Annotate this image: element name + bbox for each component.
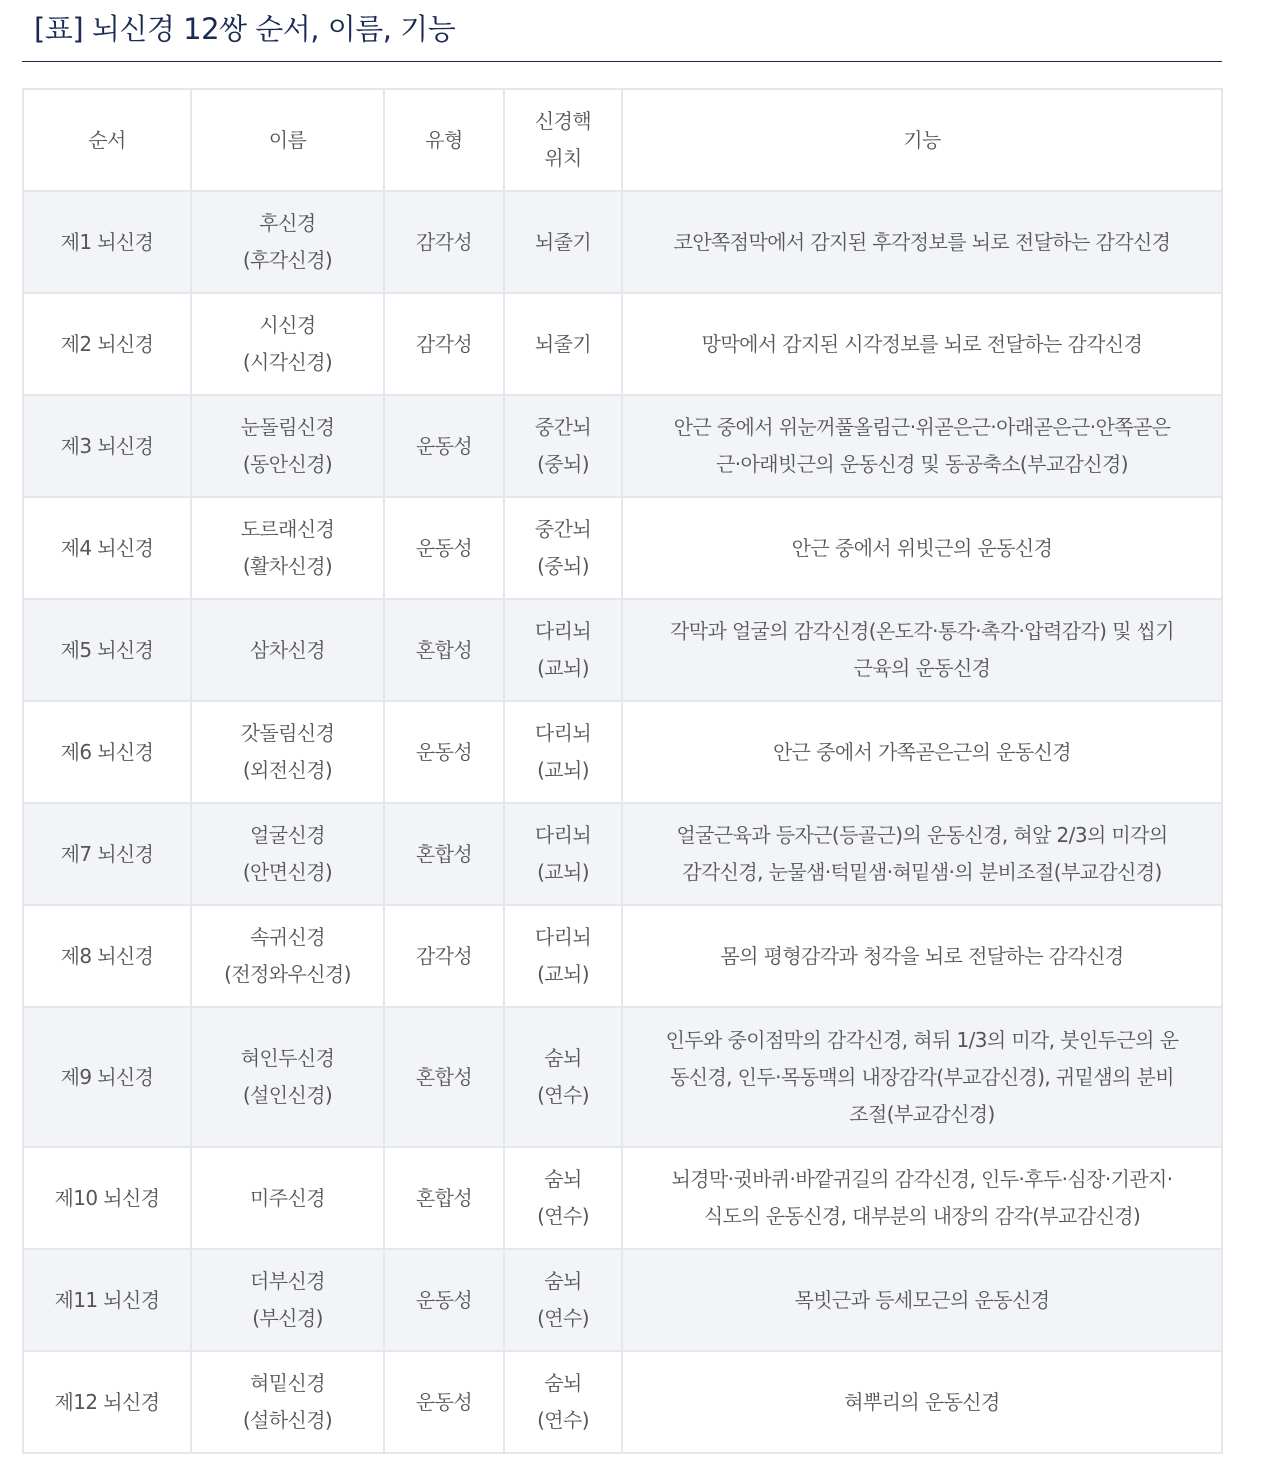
cell-nucleus bbox=[504, 905, 622, 1007]
cell-name-line: (부신경) bbox=[252, 1306, 323, 1330]
cell-nucleus-line: (교뇌) bbox=[537, 860, 589, 884]
cell-name bbox=[191, 497, 384, 599]
table-row bbox=[23, 191, 1222, 293]
cell-nucleus bbox=[504, 293, 622, 395]
cell-type: 혼합성 bbox=[384, 1007, 504, 1147]
cell-nucleus-line: 다리뇌 bbox=[534, 619, 592, 643]
table-row bbox=[23, 497, 1222, 599]
cell-nucleus bbox=[504, 1249, 622, 1351]
cell-name-line: 혀밑신경 bbox=[250, 1371, 325, 1395]
cell-function bbox=[622, 1147, 1222, 1249]
cell-name bbox=[191, 803, 384, 905]
cell-function-line: 근·아래빗근의 운동신경 및 동공축소(부교감신경) bbox=[716, 452, 1128, 476]
cell-order: 제9 뇌신경 bbox=[23, 1007, 191, 1147]
cell-nucleus bbox=[504, 701, 622, 803]
header-type: 유형 bbox=[384, 89, 504, 191]
cell-name-line: (활차신경) bbox=[242, 554, 333, 578]
cell-function bbox=[622, 395, 1222, 497]
cell-name-line: (동안신경) bbox=[242, 452, 333, 476]
cell-nucleus-line: 숨뇌 bbox=[544, 1167, 582, 1191]
cell-function-line: 인두와 중이점막의 감각신경, 혀뒤 1/3의 미각, 붓인두근의 운 bbox=[665, 1027, 1179, 1052]
cell-nucleus-line: (연수) bbox=[537, 1306, 589, 1330]
cell-function-line: 코안쪽점막에서 감지된 후각정보를 뇌로 전달하는 감각신경 bbox=[673, 229, 1171, 254]
cell-type: 운동성 bbox=[384, 1351, 504, 1453]
cell-function-line: 망막에서 감지된 시각정보를 뇌로 전달하는 감각신경 bbox=[701, 331, 1143, 356]
cell-function-line: 식도의 운동신경, 대부분의 내장의 감각(부교감신경) bbox=[703, 1204, 1141, 1228]
header-nucleus bbox=[504, 89, 622, 191]
cell-nucleus-line: 중간뇌 bbox=[534, 517, 592, 541]
cell-function-line: 뇌경막·귓바퀴·바깥귀길의 감각신경, 인두·후두·심장·기관지· bbox=[671, 1167, 1173, 1191]
cell-function bbox=[622, 803, 1222, 905]
cell-nucleus-line: (교뇌) bbox=[537, 962, 589, 986]
cell-nucleus-line: (교뇌) bbox=[537, 758, 589, 782]
cranial-nerves-table bbox=[22, 88, 1223, 1454]
cell-function-line: 조절(부교감신경) bbox=[849, 1101, 995, 1126]
cell-order: 제11 뇌신경 bbox=[23, 1249, 191, 1351]
table-caption: [표] 뇌신경 12쌍 순서, 이름, 기능 bbox=[34, 12, 456, 46]
cell-nucleus-line: 중간뇌 bbox=[534, 415, 592, 439]
cell-type: 운동성 bbox=[384, 395, 504, 497]
cell-name bbox=[191, 191, 384, 293]
cell-name-line: (전정와우신경) bbox=[224, 962, 351, 986]
cell-name-line: (안면신경) bbox=[242, 860, 333, 884]
cell-nucleus-line: 숨뇌 bbox=[544, 1046, 582, 1070]
cell-nucleus-line: (연수) bbox=[537, 1204, 589, 1228]
cell-order: 제1 뇌신경 bbox=[23, 191, 191, 293]
cell-nucleus-line: 다리뇌 bbox=[534, 823, 592, 847]
cell-function bbox=[622, 1007, 1222, 1147]
table-row bbox=[23, 1351, 1222, 1453]
cell-name-line: 얼굴신경 bbox=[250, 823, 325, 847]
cell-name bbox=[191, 293, 384, 395]
cell-name bbox=[191, 701, 384, 803]
table-row bbox=[23, 1147, 1222, 1249]
cell-nucleus bbox=[504, 1147, 622, 1249]
cell-function-line: 목빗근과 등세모근의 운동신경 bbox=[794, 1287, 1050, 1312]
cell-name-line: 도르래신경 bbox=[240, 517, 335, 541]
cell-order: 제12 뇌신경 bbox=[23, 1351, 191, 1453]
cell-name-line: 삼차신경 bbox=[250, 637, 325, 662]
cell-name-line: (설인신경) bbox=[242, 1083, 333, 1107]
cell-function-line: 감각신경, 눈물샘·턱밑샘·혀밑샘·의 분비조절(부교감신경) bbox=[682, 860, 1162, 884]
cell-name-line: 갓돌림신경 bbox=[240, 721, 335, 745]
cell-nucleus-line: (연수) bbox=[537, 1083, 589, 1107]
cell-function-line: 몸의 평형감각과 청각을 뇌로 전달하는 감각신경 bbox=[720, 943, 1124, 968]
cell-function-line: 동신경, 인두·목동맥의 내장감각(부교감신경), 귀밑샘의 분비 bbox=[670, 1064, 1174, 1089]
cell-order: 제8 뇌신경 bbox=[23, 905, 191, 1007]
cell-function bbox=[622, 701, 1222, 803]
cell-nucleus-line: 뇌줄기 bbox=[534, 331, 592, 356]
table-row bbox=[23, 1007, 1222, 1147]
cell-order: 제7 뇌신경 bbox=[23, 803, 191, 905]
cell-name-line: 더부신경 bbox=[250, 1269, 325, 1293]
cell-name bbox=[191, 599, 384, 701]
cell-name bbox=[191, 905, 384, 1007]
header-row bbox=[23, 89, 1222, 191]
cell-nucleus-line: 뇌줄기 bbox=[534, 229, 592, 254]
cell-name-line: 혀인두신경 bbox=[240, 1046, 335, 1070]
cell-order: 제3 뇌신경 bbox=[23, 395, 191, 497]
cell-type: 혼합성 bbox=[384, 803, 504, 905]
table-caption-bar bbox=[22, 0, 1222, 62]
cell-function-line: 안근 중에서 가쪽곧은근의 운동신경 bbox=[772, 739, 1072, 764]
cell-type: 감각성 bbox=[384, 293, 504, 395]
cell-nucleus-line: 숨뇌 bbox=[544, 1371, 582, 1395]
cell-function-line: 안근 중에서 위빗근의 운동신경 bbox=[791, 535, 1053, 560]
cell-function bbox=[622, 191, 1222, 293]
cell-name-line: 미주신경 bbox=[250, 1185, 325, 1210]
cell-nucleus bbox=[504, 599, 622, 701]
header-order: 순서 bbox=[23, 89, 191, 191]
cell-function bbox=[622, 497, 1222, 599]
cell-order: 제6 뇌신경 bbox=[23, 701, 191, 803]
header-nucleus-line: 위치 bbox=[544, 146, 582, 170]
cell-type: 운동성 bbox=[384, 701, 504, 803]
table-row bbox=[23, 395, 1222, 497]
cell-nucleus-line: 다리뇌 bbox=[534, 721, 592, 745]
cell-order: 제4 뇌신경 bbox=[23, 497, 191, 599]
cell-function-line: 안근 중에서 위눈꺼풀올림근·위곧은근·아래곧은근·안쪽곧은 bbox=[673, 415, 1171, 439]
cell-name-line: 속귀신경 bbox=[250, 925, 325, 949]
cell-nucleus-line: (연수) bbox=[537, 1408, 589, 1432]
cell-name-line: 후신경 bbox=[259, 211, 316, 235]
header-nucleus-line: 신경핵 bbox=[534, 109, 592, 133]
cell-nucleus bbox=[504, 803, 622, 905]
cell-order: 제10 뇌신경 bbox=[23, 1147, 191, 1249]
cell-name bbox=[191, 1147, 384, 1249]
cell-function-line: 각막과 얼굴의 감각신경(온도각·통각·촉각·압력감각) 및 씹기 bbox=[670, 619, 1174, 643]
cell-function-line: 얼굴근육과 등자근(등골근)의 운동신경, 혀앞 2/3의 미각의 bbox=[676, 823, 1168, 847]
table-row bbox=[23, 599, 1222, 701]
cell-order: 제2 뇌신경 bbox=[23, 293, 191, 395]
header-function: 기능 bbox=[622, 89, 1222, 191]
cell-name bbox=[191, 1351, 384, 1453]
cell-nucleus-line: 다리뇌 bbox=[534, 925, 592, 949]
cell-type: 운동성 bbox=[384, 497, 504, 599]
cell-type: 감각성 bbox=[384, 191, 504, 293]
cell-type: 감각성 bbox=[384, 905, 504, 1007]
cell-name-line: 시신경 bbox=[259, 313, 316, 337]
cell-function-line: 근육의 운동신경 bbox=[853, 656, 991, 680]
cell-function bbox=[622, 905, 1222, 1007]
cell-type: 혼합성 bbox=[384, 599, 504, 701]
cell-name-line: (설하신경) bbox=[242, 1408, 333, 1432]
cell-nucleus bbox=[504, 1351, 622, 1453]
cell-name-line: 눈돌림신경 bbox=[240, 415, 335, 439]
cell-name-line: (후각신경) bbox=[242, 248, 333, 272]
cell-function bbox=[622, 293, 1222, 395]
cell-nucleus bbox=[504, 395, 622, 497]
table-body bbox=[23, 191, 1222, 1453]
table-row bbox=[23, 293, 1222, 395]
cell-nucleus-line: (중뇌) bbox=[537, 452, 589, 476]
cell-nucleus-line: (중뇌) bbox=[537, 554, 589, 578]
cell-nucleus bbox=[504, 191, 622, 293]
table-row bbox=[23, 701, 1222, 803]
cell-nucleus bbox=[504, 497, 622, 599]
cell-function bbox=[622, 1351, 1222, 1453]
table-row bbox=[23, 905, 1222, 1007]
header-name: 이름 bbox=[191, 89, 384, 191]
cell-nucleus-line: 숨뇌 bbox=[544, 1269, 582, 1293]
cell-nucleus-line: (교뇌) bbox=[537, 656, 589, 680]
table-row bbox=[23, 803, 1222, 905]
cell-order: 제5 뇌신경 bbox=[23, 599, 191, 701]
cell-function-line: 혀뿌리의 운동신경 bbox=[844, 1389, 1000, 1414]
cell-name-line: (외전신경) bbox=[242, 758, 333, 782]
cell-name bbox=[191, 395, 384, 497]
cell-name-line: (시각신경) bbox=[242, 350, 333, 374]
cell-function bbox=[622, 599, 1222, 701]
cell-type: 혼합성 bbox=[384, 1147, 504, 1249]
cell-name bbox=[191, 1249, 384, 1351]
cell-type: 운동성 bbox=[384, 1249, 504, 1351]
cell-function bbox=[622, 1249, 1222, 1351]
cell-nucleus bbox=[504, 1007, 622, 1147]
table-row bbox=[23, 1249, 1222, 1351]
cell-name bbox=[191, 1007, 384, 1147]
